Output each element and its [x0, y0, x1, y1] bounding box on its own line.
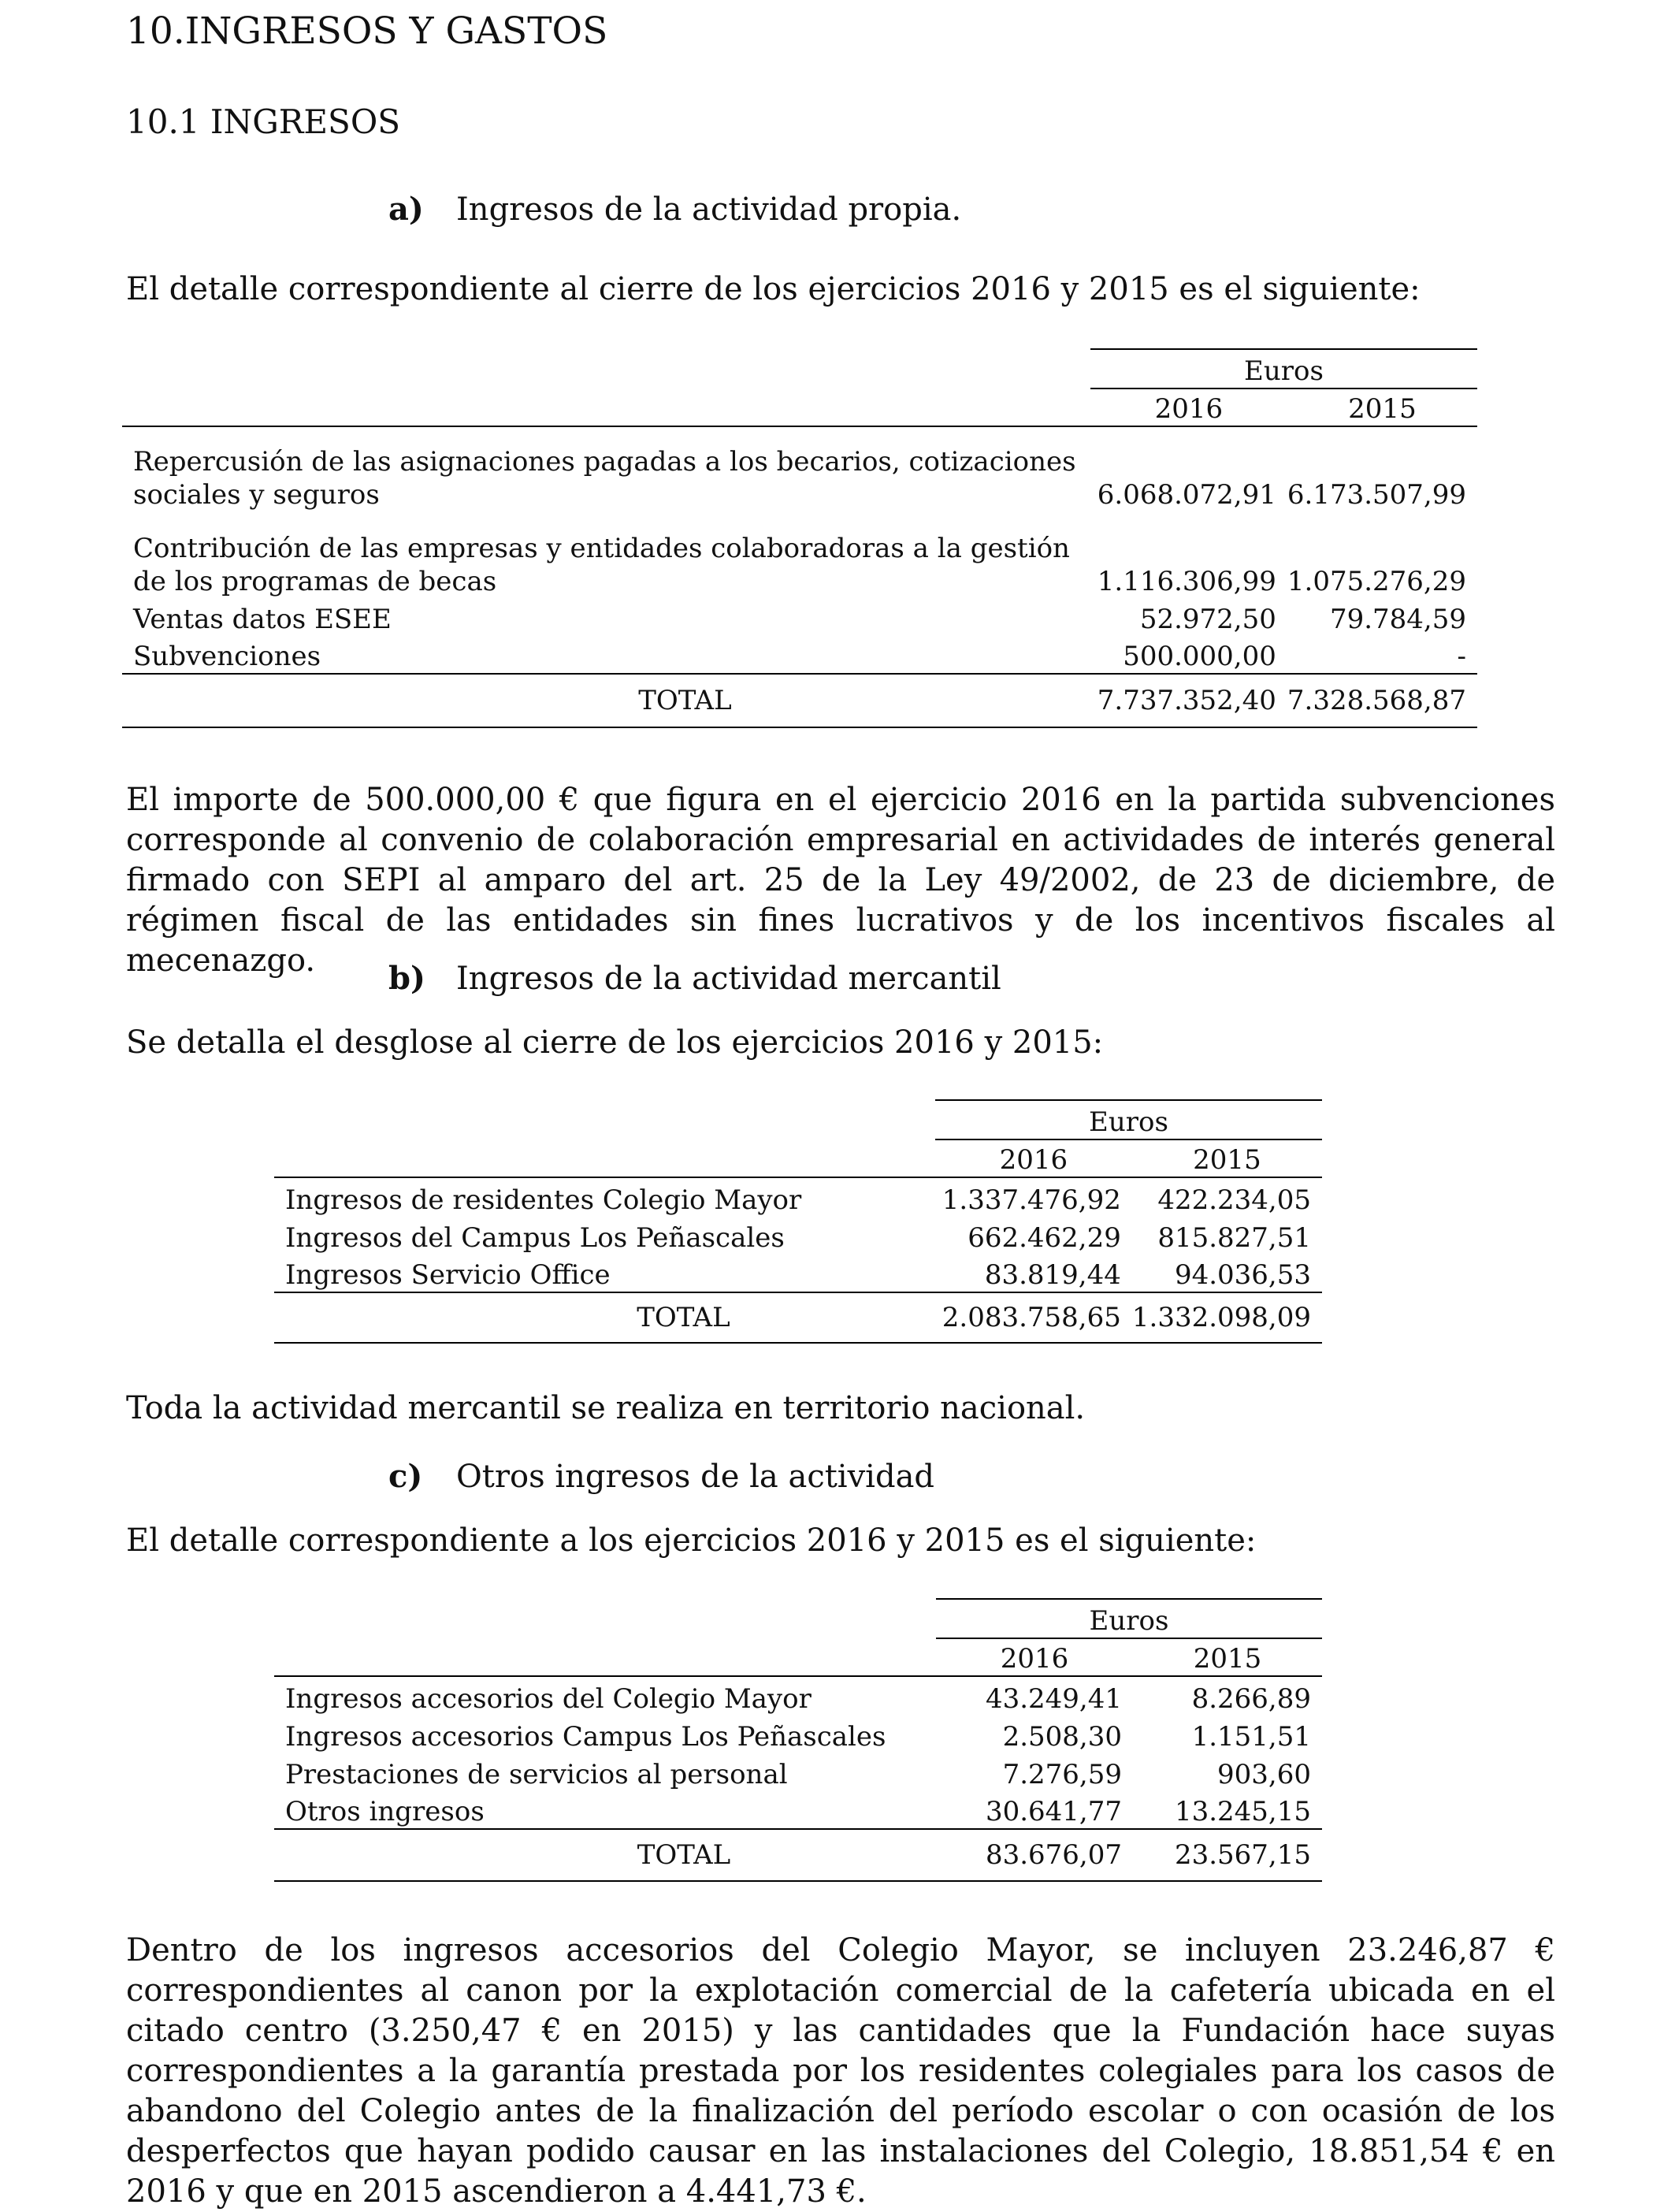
section-a-intro: El detalle correspondiente al cierre de los ejercicios 2016 y 2015 es el siguiente:	[126, 271, 1421, 307]
row-label: Ingresos Servicio Office	[285, 1259, 611, 1291]
value-2016: 7.276,59	[1002, 1759, 1122, 1790]
row-label: Ventas datos ESEE	[133, 604, 392, 635]
value-2016: 1.116.306,99	[1097, 566, 1276, 597]
table-row	[274, 1676, 1322, 1716]
total-2015: 1.332.098,09	[1132, 1292, 1322, 1343]
subsection-b-letter: b)	[388, 960, 425, 997]
row-label: Contribución de las empresas y entidades colaboradoras a la gestión de los programas de becas	[133, 533, 1070, 597]
table-row	[122, 636, 1477, 674]
subsection-c-letter: c)	[388, 1458, 423, 1495]
row-label: Ingresos accesorios del Colegio Mayor	[285, 1683, 812, 1715]
row-label: Prestaciones de servicios al personal	[285, 1759, 788, 1790]
year-2016-header: 2016	[936, 1638, 1133, 1676]
table-other-income	[274, 1598, 1322, 1882]
value-2016: 662.462,29	[967, 1222, 1121, 1254]
value-2016: 43.249,41	[985, 1683, 1122, 1715]
year-2016-header: 2016	[1090, 388, 1287, 426]
table-row	[274, 1217, 1322, 1255]
value-2015: 815.827,51	[1157, 1222, 1311, 1254]
total-2015: 7.328.568,87	[1287, 674, 1477, 727]
row-label: Ingresos accesorios Campus Los Peñascales	[285, 1721, 886, 1753]
subsection-c-text: Otros ingresos de la actividad	[456, 1459, 935, 1495]
row-label: Ingresos de residentes Colegio Mayor	[285, 1184, 802, 1216]
table-row	[274, 1791, 1322, 1829]
table-commercial-income	[274, 1099, 1322, 1344]
table-row	[122, 598, 1477, 636]
row-label: Ingresos del Campus Los Peñascales	[285, 1222, 785, 1254]
year-2015-header: 2015	[1133, 1638, 1322, 1676]
value-2016: 500.000,00	[1123, 641, 1276, 672]
year-2015-header: 2015	[1132, 1139, 1322, 1177]
value-2016: 2.508,30	[1002, 1721, 1122, 1753]
total-2016: 83.676,07	[936, 1829, 1133, 1881]
total-row	[122, 674, 1477, 727]
table-row	[274, 1177, 1322, 1217]
subsection-a-title	[388, 191, 961, 228]
total-2016: 2.083.758,65	[935, 1292, 1132, 1343]
row-label: Otros ingresos	[285, 1796, 485, 1827]
value-2015: 422.234,05	[1157, 1184, 1311, 1216]
table-activity-income	[122, 348, 1477, 728]
value-2016: 1.337.476,92	[941, 1184, 1121, 1216]
page-heading: 10.INGRESOS Y GASTOS	[126, 9, 608, 53]
section-b-intro: Se detalla el desglose al cierre de los ejercicios 2016 y 2015:	[126, 1024, 1104, 1061]
section-heading: 10.1 INGRESOS	[126, 102, 401, 141]
value-2016: 30.641,77	[985, 1796, 1122, 1827]
subsection-b-text: Ingresos de la actividad mercantil	[456, 961, 1001, 997]
value-2015: -	[1457, 641, 1466, 672]
total-row	[274, 1829, 1322, 1881]
currency-header: Euros	[935, 1100, 1322, 1139]
table-row	[274, 1716, 1322, 1753]
subsection-a-letter: a)	[388, 191, 424, 228]
table-row	[122, 511, 1477, 598]
value-2015: 903,60	[1217, 1759, 1311, 1790]
year-2016-header: 2016	[935, 1139, 1132, 1177]
table-row	[274, 1255, 1322, 1292]
total-label: TOTAL	[122, 674, 1090, 727]
table-row	[122, 426, 1477, 511]
row-label: Subvenciones	[133, 641, 321, 672]
total-row	[274, 1292, 1322, 1343]
total-2015: 23.567,15	[1133, 1829, 1322, 1881]
table-row	[274, 1753, 1322, 1791]
value-2016: 83.819,44	[984, 1259, 1121, 1291]
value-2015: 1.151,51	[1191, 1721, 1311, 1753]
row-label: Repercusión de las asignaciones pagadas a los becarios, cotizaciones sociales y seguros	[133, 446, 1076, 511]
section-a-note: El importe de 500.000,00 € que figura en el ejercicio 2016 en la partida subvenciones corresponde al convenio de colaboración empresarial en actividades de interés general firmado con SEPI al amparo del art. 25 de la Ley 49/2002, de 23 de diciembre, de régimen fiscal de las entidades sin fines lucrativos y de los incentivos fiscales al mecenazgo.	[126, 782, 1555, 979]
subsection-b-title	[388, 960, 1001, 997]
year-2015-header: 2015	[1287, 388, 1477, 426]
currency-header: Euros	[936, 1599, 1322, 1638]
value-2015: 6.173.507,99	[1287, 479, 1466, 511]
value-2015: 1.075.276,29	[1287, 566, 1466, 597]
value-2015: 13.245,15	[1174, 1796, 1311, 1827]
total-2016: 7.737.352,40	[1090, 674, 1287, 727]
value-2015: 8.266,89	[1191, 1683, 1311, 1715]
subsection-c-title	[388, 1458, 934, 1495]
currency-header: Euros	[1090, 349, 1477, 388]
value-2016: 52.972,50	[1139, 604, 1276, 635]
total-label: TOTAL	[274, 1829, 936, 1881]
section-c-note: Dentro de los ingresos accesorios del Colegio Mayor, se incluyen 23.246,87 € correspondientes al canon por la explotación comercial de la cafetería ubicada en el citado centro (3.250,47 € en 2015) y las cantidades que la Fundación hace suyas correspondientes a la garantía prestada por los residentes colegiales para los casos de abandono del Colegio antes de la finalización del período escolar o con ocasión de los desperfectos que hayan podido causar en las instalaciones del Colegio, 18.851,54 € en 2016 y que en 2015 ascendieron a 4.441,73 €.	[126, 1932, 1555, 2210]
section-b-note: Toda la actividad mercantil se realiza en territorio nacional.	[126, 1390, 1086, 1426]
value-2015: 94.036,53	[1174, 1259, 1311, 1291]
value-2016: 6.068.072,91	[1097, 479, 1276, 511]
subsection-a-text: Ingresos de la actividad propia.	[456, 191, 962, 228]
total-label: TOTAL	[274, 1292, 935, 1343]
value-2015: 79.784,59	[1329, 604, 1466, 635]
section-c-intro: El detalle correspondiente a los ejercicios 2016 y 2015 es el siguiente:	[126, 1522, 1257, 1559]
